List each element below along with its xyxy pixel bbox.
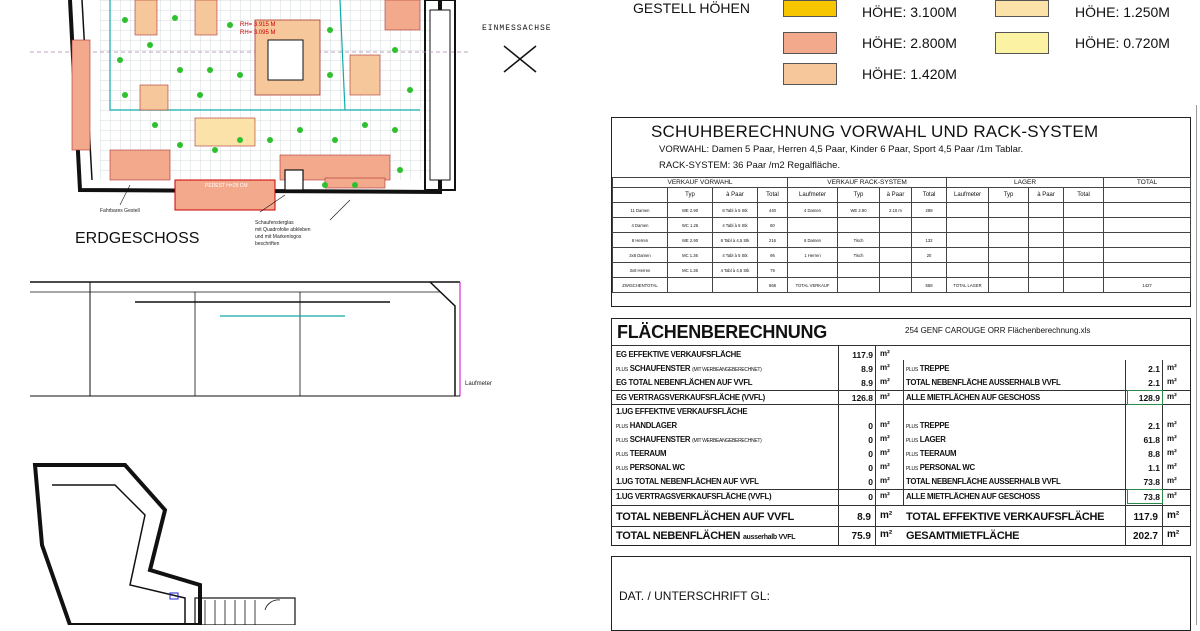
total-label-1 — [616, 530, 795, 542]
area-right-label-3 — [906, 421, 949, 430]
table-total-row — [613, 278, 1191, 293]
divider — [612, 505, 1190, 506]
area-right-unit-4: m² — [1167, 434, 1177, 443]
table-cell — [668, 278, 713, 293]
area-right-label-0 — [906, 364, 949, 373]
plan-height-label-2: RH= 3.095 M — [240, 30, 276, 36]
table-cell — [880, 248, 912, 263]
area-left-label-8 — [616, 463, 685, 472]
area-left-label-1 — [616, 364, 762, 373]
area-right-unit-5: m² — [1167, 448, 1177, 457]
hdr-empty-1 — [613, 188, 668, 203]
total-label-1: ZWISCHENTOTAL — [613, 278, 668, 293]
area-left-unit-2: m² — [880, 377, 890, 386]
legend-swatch-1420 — [783, 63, 837, 85]
plus-prefix: PLUS — [616, 438, 628, 444]
area-left-label-5 — [616, 421, 677, 430]
total-value-2: 117.9 — [1133, 512, 1158, 523]
total-label-0: TOTAL NEBENFLÄCHEN AUF VVFL — [616, 511, 794, 523]
table-cell: 8 Tabl à 4,5 Stk — [713, 233, 758, 248]
area-right-unit-1: m² — [1167, 377, 1177, 386]
area-right-label-4 — [906, 435, 946, 444]
area-right-value-3: 2.1 — [1148, 421, 1160, 431]
table-cell: WE 2.90 — [668, 233, 713, 248]
table-cell — [989, 278, 1029, 293]
plus-prefix: PLUS — [906, 466, 918, 472]
plan-window-note-1: Schaufensterglas — [255, 220, 294, 226]
shoe-calc-line1: VORWAHL: Damen 5 Paar, Herren 4,5 Paar, Kinder 6 Paar, Sport 4,5 Paar /1m Tablar. — [659, 144, 1024, 155]
axis-label: EINMESSACHSE — [482, 24, 552, 33]
table-cell: 96 — [758, 248, 788, 263]
divider — [875, 346, 876, 546]
floor-plan-ground — [0, 0, 470, 260]
area-left-unit-1: m² — [880, 363, 890, 372]
area-right-label-text-5: TEERAUM — [919, 449, 957, 458]
area-calc-title: FLÄCHENBERECHNUNG — [617, 322, 827, 342]
table-cell — [912, 218, 947, 233]
table-cell: 4 Damen — [788, 203, 838, 218]
table-cell: 4 Damen — [613, 218, 668, 233]
table-cell — [947, 218, 989, 233]
area-left-label-9: 1.UG TOTAL NEBENFLÄCHEN AUF VVFL — [616, 477, 759, 486]
total-label-3: GESAMTMIETFLÄCHE — [906, 530, 1020, 542]
basement-plan-drawing — [30, 460, 310, 625]
area-right-value-5: 8.8 — [1148, 449, 1160, 459]
table-cell — [880, 263, 912, 278]
table-cell: MC 1.36 — [668, 263, 713, 278]
legend-label-1420: HÖHE: 1.420M — [862, 66, 957, 82]
area-right-label-8: ALLE MIETFLÄCHEN AUF GESCHOSS — [906, 492, 1040, 501]
plus-prefix: PLUS — [616, 367, 628, 373]
area-left-label-2: EG TOTAL NEBENFLÄCHEN AUF VVFL — [616, 378, 753, 387]
area-left-label-6 — [616, 435, 762, 444]
table-cell — [880, 218, 912, 233]
table-cell: MC 1.36 — [668, 248, 713, 263]
area-right-label-text-4: LAGER — [919, 435, 946, 444]
legend-title: GESTELL HÖHEN — [633, 0, 750, 16]
table-cell: 8 Tabl à 5 Stk — [713, 203, 758, 218]
table-cell — [989, 233, 1029, 248]
table-cell: Tisch — [838, 233, 880, 248]
table-cell: 1 Herren — [788, 248, 838, 263]
table-cell: 6 Damen — [788, 233, 838, 248]
table-cell — [1029, 248, 1064, 263]
area-left-value-10: 0 — [868, 492, 873, 502]
table-cell: 79 — [758, 263, 788, 278]
area-left-label-text-5: HANDLAGER — [629, 421, 677, 430]
table-cell: 216 — [758, 233, 788, 248]
section-verkauf-rack: VERKAUF RACK-SYSTEM — [788, 178, 947, 188]
legend-swatch-0720 — [995, 32, 1049, 54]
grand-total-value: 1427 — [1104, 278, 1191, 293]
area-right-value-8: 73.8 — [1143, 492, 1160, 502]
table-cell: 132 — [912, 233, 947, 248]
legend-label-3100: HÖHE: 3.100M — [862, 4, 957, 20]
table-cell: WE 2.90 — [838, 203, 880, 218]
table-cell — [947, 248, 989, 263]
table-row — [613, 203, 1191, 218]
legend-label-1250: HÖHE: 1.250M — [1075, 4, 1170, 20]
table-cell — [838, 263, 880, 278]
hdr-laufmeter-2: Laufmeter — [788, 188, 838, 203]
plan-window-note-4: beschriften — [255, 241, 280, 247]
area-left-value-8: 0 — [868, 463, 873, 473]
axis-cross-icon — [500, 44, 540, 74]
table-cell — [1104, 233, 1191, 248]
area-left-value-7: 0 — [868, 449, 873, 459]
signature-label: DAT. / UNTERSCHRIFT GL: — [619, 589, 770, 603]
table-cell — [1064, 218, 1104, 233]
total-value-1: 75.9 — [851, 531, 871, 542]
total-label-2: TOTAL EFFEKTIVE VERKAUFSFLÄCHE — [906, 511, 1105, 523]
area-right-value-2: 128.9 — [1138, 393, 1160, 403]
divider — [612, 390, 1190, 391]
area-right-unit-0: m² — [1167, 363, 1177, 372]
table-cell — [1064, 248, 1104, 263]
total-value-1: 868 — [758, 278, 788, 293]
area-left-unit-9: m² — [880, 476, 890, 485]
table-cell: 288 — [912, 203, 947, 218]
table-cell: 4 Tabl à 5 Stk — [713, 248, 758, 263]
section-drawing — [30, 278, 470, 403]
table-cell — [1029, 278, 1064, 293]
area-left-label-text-8: PERSONAL WC — [629, 463, 685, 472]
hdr-paar-2: à Paar — [880, 188, 912, 203]
plus-prefix: PLUS — [616, 466, 628, 472]
area-right-unit-7: m² — [1167, 476, 1177, 485]
hdr-total-3: Total — [1064, 188, 1104, 203]
legend-swatch-2800 — [783, 32, 837, 54]
area-left-value-3: 126.8 — [851, 393, 873, 403]
table-cell — [1064, 263, 1104, 278]
total-unit-1: m² — [880, 529, 893, 540]
area-left-unit-3: m² — [880, 392, 890, 401]
area-left-unit-8: m² — [880, 462, 890, 471]
shoe-calc-table — [612, 177, 1191, 293]
table-cell — [1029, 233, 1064, 248]
plus-prefix: PLUS — [906, 424, 918, 430]
section-lager: LAGER — [947, 178, 1104, 188]
table-cell: 440 — [758, 203, 788, 218]
table-cell — [1029, 263, 1064, 278]
hdr-paar-3: à Paar — [1029, 188, 1064, 203]
table-cell — [1104, 203, 1191, 218]
area-right-value-4: 61.8 — [1143, 435, 1160, 445]
legend-swatch-3100 — [783, 0, 837, 17]
area-left-value-9: 0 — [868, 477, 873, 487]
area-left-unit-7: m² — [880, 448, 890, 457]
plan-window-note-3: und mit Markenlogos — [255, 234, 302, 240]
table-cell: 11 Damen — [613, 203, 668, 218]
table-cell: 3x8 Herren — [613, 263, 668, 278]
area-right-value-7: 73.8 — [1143, 477, 1160, 487]
page-edge — [1196, 105, 1197, 625]
shoe-calc-title: SCHUHBERECHNUNG VORWAHL UND RACK-SYSTEM — [651, 122, 1099, 141]
table-cell — [1064, 233, 1104, 248]
table-cell — [788, 263, 838, 278]
area-left-label-10: 1.UG VERTRAGSVERKAUFSFLÄCHE (VVFL) — [616, 492, 772, 501]
divider — [612, 489, 1190, 490]
area-left-unit-0: m² — [880, 349, 890, 358]
window-note: (MIT WERBEANGEBERECHNET) — [692, 367, 762, 373]
table-cell — [989, 203, 1029, 218]
table-row — [613, 263, 1191, 278]
table-cell — [1104, 263, 1191, 278]
divider — [612, 526, 1190, 527]
hdr-empty-total — [1104, 188, 1191, 203]
divider — [1162, 360, 1163, 546]
area-right-label-1: TOTAL NEBENFLÄCHE AUSSERHALB VVFL — [906, 378, 1061, 387]
table-cell — [989, 248, 1029, 263]
table-cell — [912, 263, 947, 278]
total-value-2: 558 — [912, 278, 947, 293]
window-note: (MIT WERBEANGEBERECHNET) — [692, 438, 762, 444]
area-right-label-7: TOTAL NEBENFLÄCHE AUSSERHALB VVFL — [906, 477, 1061, 486]
area-right-unit-3: m² — [1167, 420, 1177, 429]
legend-swatch-1250 — [995, 0, 1049, 17]
table-cell: 3x8 Damen — [613, 248, 668, 263]
area-right-label-2: ALLE MIETFLÄCHEN AUF GESCHOSS — [906, 393, 1040, 402]
floor-plan-drawing — [0, 0, 470, 260]
table-cell — [1104, 218, 1191, 233]
area-left-label-text-7: TEERAUM — [629, 449, 667, 458]
area-left-value-2: 8.9 — [861, 378, 873, 388]
table-cell — [1029, 218, 1064, 233]
table-cell — [1029, 203, 1064, 218]
table-cell — [989, 218, 1029, 233]
table-cell — [947, 263, 989, 278]
hdr-typ-1: Typ — [668, 188, 713, 203]
table-cell: 2.10 m — [880, 203, 912, 218]
area-right-unit-6: m² — [1167, 462, 1177, 471]
area-left-label-7 — [616, 449, 666, 458]
table-cell — [788, 218, 838, 233]
area-left-value-5: 0 — [868, 421, 873, 431]
total-label-text-1: TOTAL NEBENFLÄCHEN — [616, 530, 741, 542]
area-left-value-1: 8.9 — [861, 364, 873, 374]
area-right-unit-2: m² — [1167, 392, 1177, 401]
table-row — [613, 218, 1191, 233]
area-right-label-text-6: PERSONAL WC — [919, 463, 975, 472]
table-cell — [989, 263, 1029, 278]
hdr-laufmeter-3: Laufmeter — [947, 188, 989, 203]
divider — [903, 360, 904, 506]
divider — [612, 345, 1190, 346]
area-left-label-3: EG VERTRAGSVERKAUFSFLÄCHE (VVFL) — [616, 393, 765, 402]
total-value-0: 8.9 — [857, 512, 871, 523]
total-unit-3: m² — [1167, 529, 1180, 540]
section-total: TOTAL — [1104, 178, 1191, 188]
plan-pedestal-label: PEDEST H=29 CM — [205, 183, 248, 189]
total-unit-2: m² — [1167, 510, 1180, 521]
area-right-label-text-3: TREPPE — [919, 421, 950, 430]
legend-label-2800: HÖHE: 2.800M — [862, 35, 957, 51]
total-value-3: 202.7 — [1132, 531, 1158, 542]
area-right-label-6 — [906, 463, 975, 472]
total-label-2: TOTAL VERKAUF — [788, 278, 838, 293]
table-cell — [1064, 278, 1104, 293]
plus-prefix: PLUS — [616, 424, 628, 430]
hdr-total-1: Total — [758, 188, 788, 203]
area-right-value-6: 1.1 — [1148, 463, 1160, 473]
shoe-calc-line2: RACK-SYSTEM: 36 Paar /m2 Regalfläche. — [659, 160, 841, 171]
plus-prefix: PLUS — [906, 452, 918, 458]
legend-label-0720: HÖHE: 0.720M — [1075, 35, 1170, 51]
divider — [612, 404, 1190, 405]
area-left-unit-10: m² — [880, 491, 890, 500]
area-right-value-0: 2.1 — [1148, 364, 1160, 374]
area-calc-file: 254 GENF CAROUGE ORR Flächenberechnung.xls — [905, 326, 1091, 335]
table-cell: WC 1.26 — [668, 218, 713, 233]
total-label-3: TOTAL LAGER — [947, 278, 989, 293]
table-row — [613, 248, 1191, 263]
area-left-unit-5: m² — [880, 420, 890, 429]
total-label-suffix-1: ausserhalb VVFL — [742, 534, 796, 541]
area-left-label-0: EG EFFEKTIVE VERKAUFSFLÄCHE — [616, 350, 741, 359]
area-left-unit-6: m² — [880, 434, 890, 443]
area-left-label-text-1: SCHAUFENSTER — [629, 364, 691, 373]
hdr-typ-2: Typ — [838, 188, 880, 203]
table-cell — [880, 278, 912, 293]
plus-prefix: PLUS — [616, 452, 628, 458]
section-laufmeter-label: Laufmeter — [465, 381, 493, 387]
table-cell — [1064, 203, 1104, 218]
hdr-total-2: Total — [912, 188, 947, 203]
plus-prefix: PLUS — [906, 367, 918, 373]
hdr-typ-3: Typ — [989, 188, 1029, 203]
area-left-value-0: 117.9 — [852, 350, 873, 360]
table-cell: 4 Tabl à 4,5 Stk — [713, 263, 758, 278]
section-verkauf-vorwahl: VERKAUF VORWAHL — [613, 178, 788, 188]
area-left-label-text-6: SCHAUFENSTER — [629, 435, 691, 444]
area-right-value-1: 2.1 — [1148, 378, 1160, 388]
table-cell — [880, 233, 912, 248]
area-left-value-6: 0 — [868, 435, 873, 445]
table-cell — [947, 203, 989, 218]
table-cell — [1104, 248, 1191, 263]
area-right-label-5 — [906, 449, 956, 458]
table-cell — [947, 233, 989, 248]
table-cell: WE 2.90 — [668, 203, 713, 218]
area-right-label-text-0: TREPPE — [919, 364, 950, 373]
plan-rack-label: Fahrbares Gestell — [100, 208, 140, 214]
total-unit-0: m² — [880, 510, 893, 521]
table-cell — [713, 278, 758, 293]
table-cell: 4 Tabl à 5 Stk — [713, 218, 758, 233]
table-cell — [838, 278, 880, 293]
plan-height-label-1: RH= 3.915 M — [240, 22, 276, 28]
table-cell: 8 Herren — [613, 233, 668, 248]
hdr-paar-1: à Paar — [713, 188, 758, 203]
table-cell — [838, 218, 880, 233]
ground-floor-label: ERDGESCHOSS — [75, 230, 200, 247]
table-cell: Tisch — [838, 248, 880, 263]
area-right-unit-8: m² — [1167, 491, 1177, 500]
table-cell: 80 — [758, 218, 788, 233]
plan-window-note-2: mit Quadrofolie abkleben — [255, 227, 311, 233]
table-cell: 20 — [912, 248, 947, 263]
plus-prefix: PLUS — [906, 438, 918, 444]
table-row — [613, 233, 1191, 248]
area-left-label-4: 1.UG EFFEKTIVE VERKAUFSFLÄCHE — [616, 407, 748, 416]
